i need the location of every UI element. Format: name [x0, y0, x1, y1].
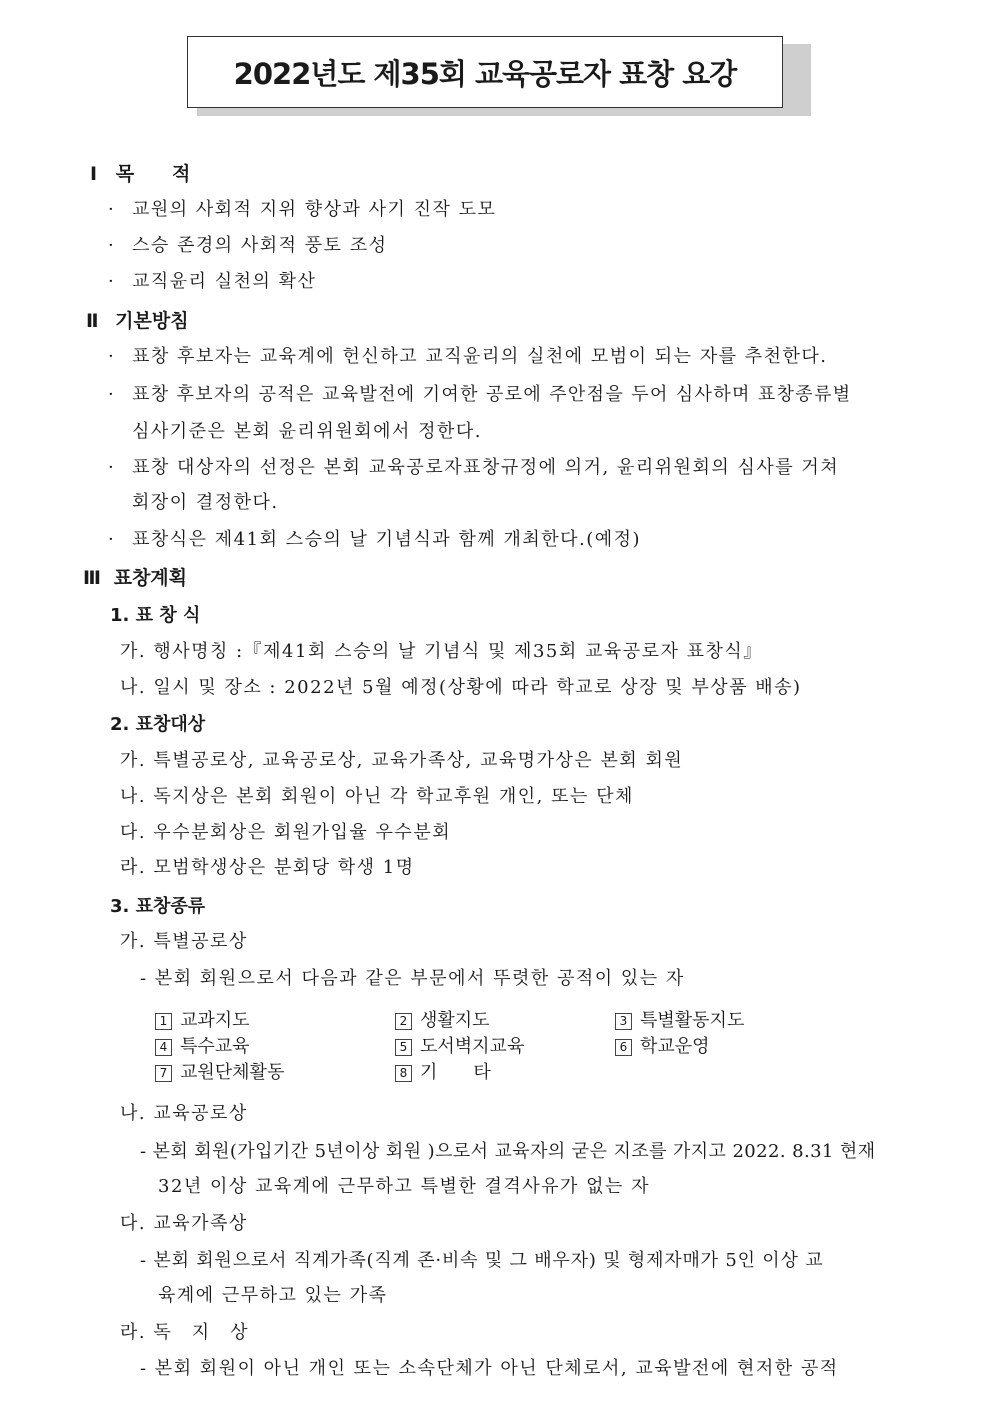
list-item: 라. 모범학생상은 분회당 학생 1명 — [120, 857, 415, 878]
award-b-title: 나. 교육공로상 — [120, 1103, 248, 1124]
list-item: · 교원의 사회적 지위 향상과 사기 진작 도모 — [108, 199, 497, 220]
list-item: · 표창 후보자의 공적은 교육발전에 기여한 공로에 주안점을 두어 심사하며 표창종류별 — [108, 384, 852, 405]
section-1-heading — [90, 163, 190, 185]
list-item: · 교직윤리 실천의 확산 — [108, 271, 317, 292]
list-item: 다. 우수분회상은 회원가입율 우수분회 — [120, 822, 452, 843]
section-3-title: 표창계획 — [113, 567, 188, 589]
list-item: 가. 행사명칭 :『제41회 스승의 날 기념식 및 제35회 교육공로자 표창식』 — [120, 641, 763, 662]
award-d-title: 라. 독 지 상 — [120, 1322, 249, 1343]
list-item: 나. 일시 및 장소 : 2022년 5월 예정(상황에 따라 학교로 상장 및 부상품 배송) — [120, 677, 802, 698]
award-a-title: 가. 특별공로상 — [120, 931, 248, 952]
category-item: 7 교원단체활동 — [155, 1062, 284, 1084]
category-item: 6 학교운영 — [615, 1036, 710, 1058]
list-item-continued: 심사기준은 본회 윤리위원회에서 정한다. — [132, 421, 482, 442]
award-d-desc: - 본회 회원이 아닌 개인 또는 소속단체가 아닌 단체로서, 교육발전에 현저한 공적 — [140, 1358, 839, 1379]
category-item: 8 기 타 — [395, 1062, 491, 1084]
award-c-desc: - 본회 회원으로서 직계가족(직계 존·비속 및 그 배우자) 및 형제자매가 5인 이상 교 — [140, 1250, 824, 1271]
subsection-2-title: 2. 표창대상 — [110, 714, 206, 735]
award-b-desc-continued: 32년 이상 교육계에 근무하고 특별한 결격사유가 없는 자 — [158, 1176, 650, 1197]
document-title: 2022년도 제35회 교육공로자 표창 요강 — [187, 36, 783, 108]
section-2-number: Ⅱ — [86, 310, 99, 332]
subsection-1-title: 1. 표 창 식 — [110, 605, 201, 626]
list-item: · 표창 대상자의 선정은 본회 교육공로자표창규정에 의거, 윤리위원회의 심사를 거쳐 — [108, 457, 840, 478]
section-2-title: 기본방침 — [115, 310, 189, 332]
category-item: 1 교과지도 — [155, 1010, 250, 1032]
list-item: · 표창식은 제41회 스승의 날 기념식과 함께 개최한다.(예정) — [108, 529, 642, 550]
list-item: · 스승 존경의 사회적 풍토 조성 — [108, 235, 388, 256]
award-a-desc: - 본회 회원으로서 다음과 같은 부문에서 뚜렷한 공적이 있는 자 — [140, 968, 685, 989]
section-1-title: 목 적 — [115, 163, 191, 185]
category-item: 2 생활지도 — [395, 1010, 490, 1032]
category-item: 5 도서벽지교육 — [395, 1036, 524, 1058]
section-3-heading — [83, 567, 187, 589]
section-2-heading — [86, 310, 189, 332]
award-b-desc: - 본회 회원(가입기간 5년이상 회원 )으로서 교육자의 굳은 지조를 가지고 2022. 8.31 현재 — [140, 1141, 876, 1162]
award-c-desc-continued: 육계에 근무하고 있는 가족 — [158, 1285, 388, 1306]
category-item: 3 특별활동지도 — [615, 1010, 744, 1032]
list-item-continued: 회장이 결정한다. — [132, 492, 279, 513]
section-3-number: Ⅲ — [83, 567, 101, 589]
list-item: 나. 독지상은 본회 회원이 아닌 각 학교후원 개인, 또는 단체 — [120, 786, 634, 807]
section-1-number: Ⅰ — [90, 163, 98, 185]
list-item: · 표창 후보자는 교육계에 헌신하고 교직윤리의 실천에 모범이 되는 자를 추천한다. — [108, 346, 828, 367]
list-item: 가. 특별공로상, 교육공로상, 교육가족상, 교육명가상은 본회 회원 — [120, 750, 684, 771]
category-item: 4 특수교육 — [155, 1036, 250, 1058]
award-c-title: 다. 교육가족상 — [120, 1213, 248, 1234]
subsection-3-title: 3. 표창종류 — [110, 896, 206, 917]
